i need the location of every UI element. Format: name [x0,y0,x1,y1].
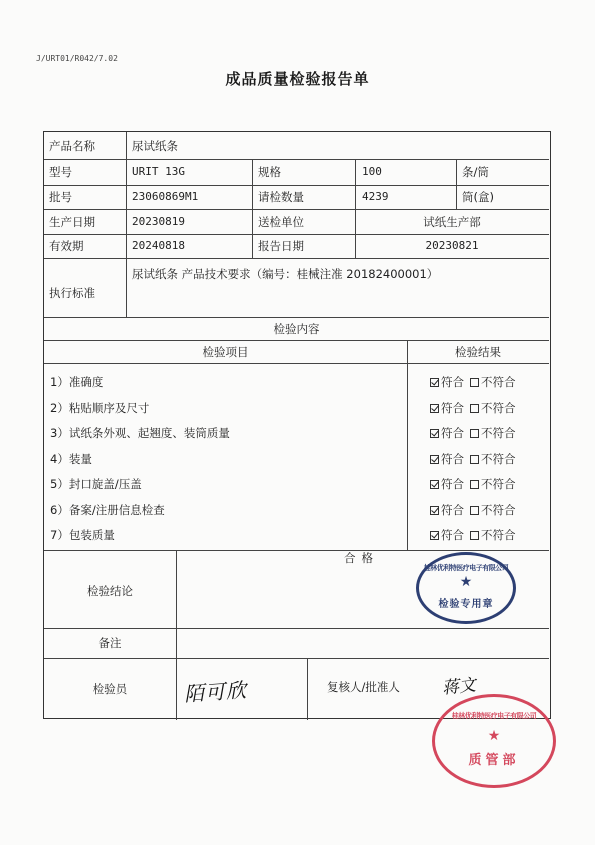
pass-checkbox[interactable] [430,531,439,540]
pass-label: 符合 [441,401,464,415]
fail-checkbox[interactable] [470,455,479,464]
department-label: 送检单位 [258,215,304,229]
spec-value: 100 [362,165,382,178]
inspection-result [430,401,516,415]
fail-label: 不符合 [481,528,516,542]
inspection-result [430,477,516,491]
quantity-value: 4239 [362,190,389,203]
inspection-stamp-arc: 桂林优利特医疗电子有限公司 [423,564,509,572]
pass-checkbox[interactable] [430,455,439,464]
fail-checkbox[interactable] [470,506,479,515]
inspection-item-label: 7）包装质量 [50,528,115,542]
batch-label: 批号 [49,190,72,204]
production-date-value: 20230819 [132,215,185,228]
pass-checkbox[interactable] [430,480,439,489]
fail-checkbox[interactable] [470,378,479,387]
report-date-value: 20230821 [425,239,479,252]
inspection-item-label: 3）试纸条外观、起翘度、装筒质量 [50,426,230,440]
stamp-star-icon: ★ [487,728,501,744]
conclusion-value: 合格 [344,551,379,565]
quantity-label: 请检数量 [258,190,304,204]
product-name-value: 尿试纸条 [132,139,178,153]
fail-label: 不符合 [481,375,516,389]
stamp-star-icon: ★ [459,574,473,590]
items-header: 检验项目 [202,345,249,359]
fail-label: 不符合 [481,426,516,440]
pass-checkbox[interactable] [430,506,439,515]
fail-label: 不符合 [481,503,516,517]
report-table [43,131,551,719]
fail-label: 不符合 [481,401,516,415]
pass-label: 符合 [441,503,464,517]
qc-stamp-text: 质管部 [468,753,520,768]
fail-checkbox[interactable] [470,404,479,413]
qc-stamp-arc: 桂林优利特医疗电子有限公司 [451,712,537,720]
pass-label: 符合 [441,452,464,466]
pass-label: 符合 [441,528,464,542]
inspection-stamp-text: 检验专用章 [438,599,494,610]
pass-checkbox[interactable] [430,404,439,413]
inspection-result [430,452,516,466]
standard-value: 尿试纸条 产品技术要求（编号：桂械注准 20182400001） [132,267,439,281]
fail-label: 不符合 [481,477,516,491]
fail-label: 不符合 [481,452,516,466]
pass-checkbox[interactable] [430,429,439,438]
inspection-result [430,528,516,542]
inspector-label: 检验员 [92,682,128,696]
spec-label: 规格 [258,165,281,179]
reviewer-label: 复核人/批准人 [327,680,400,694]
standard-label: 执行标准 [49,286,95,300]
inspection-item-label: 4）装量 [50,452,92,466]
inspection-section-title: 检验内容 [273,322,320,336]
inspection-item-label: 1）准确度 [50,375,104,389]
expiry-value: 20240818 [132,239,185,252]
inspector-signature: 陌可欣 [183,677,248,707]
results-header: 检验结果 [455,345,501,359]
pass-label: 符合 [441,375,464,389]
inspection-result [430,375,516,389]
expiry-label: 有效期 [49,239,84,253]
conclusion-label: 检验结论 [87,584,133,598]
fail-checkbox[interactable] [470,480,479,489]
model-label: 型号 [49,165,72,179]
inspection-result [430,426,516,440]
batch-value: 23060869M1 [132,190,199,203]
product-name-label: 产品名称 [49,139,95,153]
department-value: 试纸生产部 [423,215,481,229]
model-value: URIT 13G [132,165,185,178]
reviewer-signature: 蒋文 [441,675,477,699]
pass-label: 符合 [441,477,464,491]
remarks-label: 备注 [98,636,122,650]
inspection-item-label: 5）封口旋盖/压盖 [50,477,142,491]
pass-checkbox[interactable] [430,378,439,387]
qc-stamp [432,694,556,788]
inspection-result [430,503,516,517]
fail-checkbox[interactable] [470,531,479,540]
document-number: J/URT01/R042/7.02 [36,54,118,63]
production-date-label: 生产日期 [49,215,95,229]
page-title: 成品质量检验报告单 [225,70,370,88]
pass-label: 符合 [441,426,464,440]
report-date-label: 报告日期 [258,239,304,253]
fail-checkbox[interactable] [470,429,479,438]
inspection-stamp [416,552,516,624]
quantity-unit: 筒(盒) [462,190,494,204]
spec-unit: 条/筒 [462,165,489,179]
inspection-item-label: 2）粘贴顺序及尺寸 [50,401,150,415]
inspection-item-label: 6）备案/注册信息检查 [50,503,165,517]
